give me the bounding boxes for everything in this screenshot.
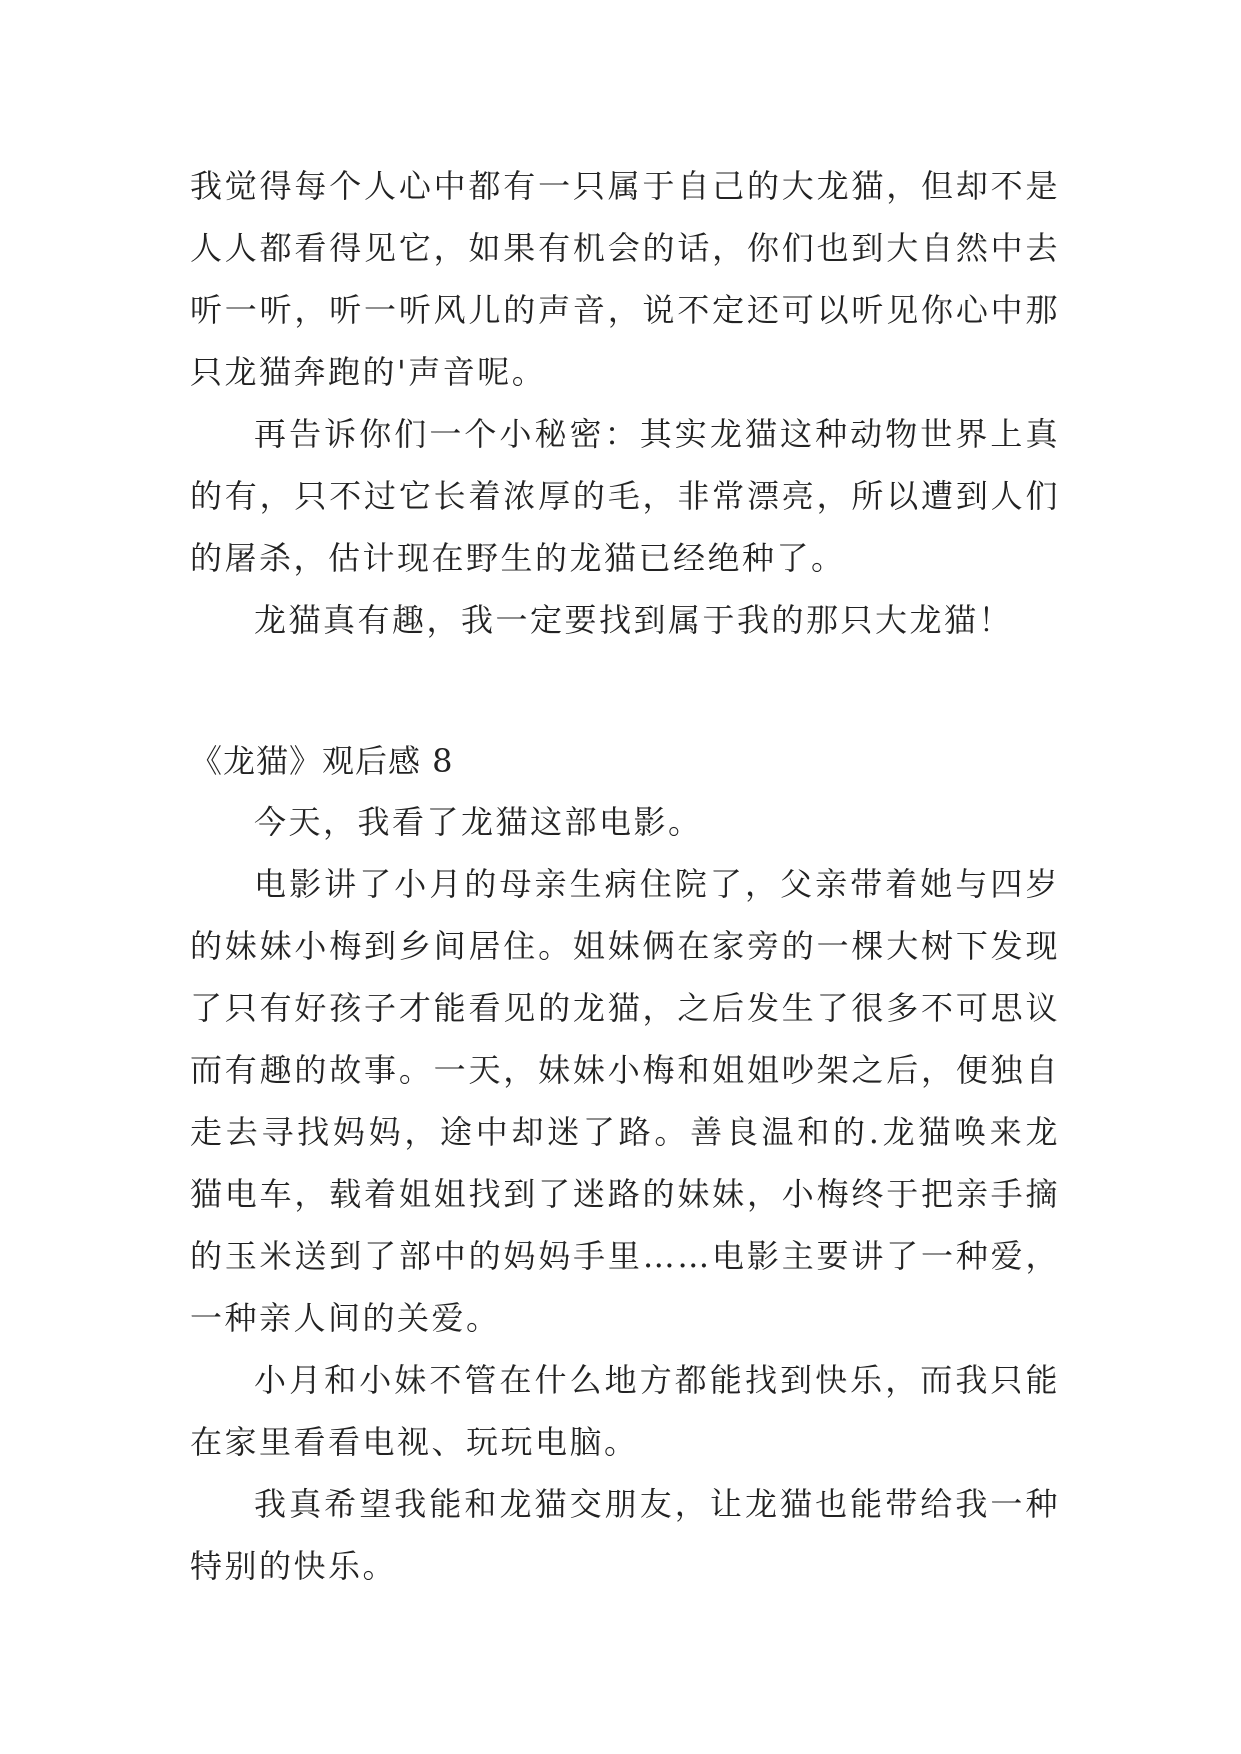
paragraph: 小月和小妹不管在什么地方都能找到快乐，而我只能在家里看看电视、玩玩电脑。 <box>190 1361 1060 1461</box>
document-body <box>190 155 1060 1597</box>
paragraph: 再告诉你们一个小秘密：其实龙猫这种动物世界上真的有，只不过它长着浓厚的毛，非常漂亮，所以遭到人们的屠杀，估计现在野生的龙猫已经绝种了。 <box>190 415 1060 577</box>
paragraph: 我真希望我能和龙猫交朋友，让龙猫也能带给我一种特别的快乐。 <box>190 1485 1060 1585</box>
section-spacer <box>190 651 1060 731</box>
paragraph: 今天，我看了龙猫这部电影。 <box>254 803 703 841</box>
paragraph: 电影讲了小月的母亲生病住院了，父亲带着她与四岁的妹妹小梅到乡间居住。姐妹俩在家旁的一棵大树下发现了只有好孩子才能看见的龙猫，之后发生了很多不可思议而有趣的故事。一天，妹妹小梅和姐姐吵架之后，便独自走去寻找妈妈，途中却迷了路。善良温和的.龙猫唤来龙猫电车，载着姐姐找到了迷路的妹妹，小梅终于把亲手摘的玉米送到了部中的妈妈手里……电影主要讲了一种爱，一种亲人间的关爱。 <box>190 865 1060 1337</box>
section-title: 《龙猫》观后感 8 <box>190 742 454 780</box>
paragraph: 我觉得每个人心中都有一只属于自己的大龙猫，但却不是人人都看得见它，如果有机会的话，你们也到大自然中去听一听，听一听风儿的声音，说不定还可以听见你心中那只龙猫奔跑的'声音呢。 <box>190 167 1060 391</box>
paragraph: 龙猫真有趣，我一定要找到属于我的那只大龙猫！ <box>254 601 1014 639</box>
